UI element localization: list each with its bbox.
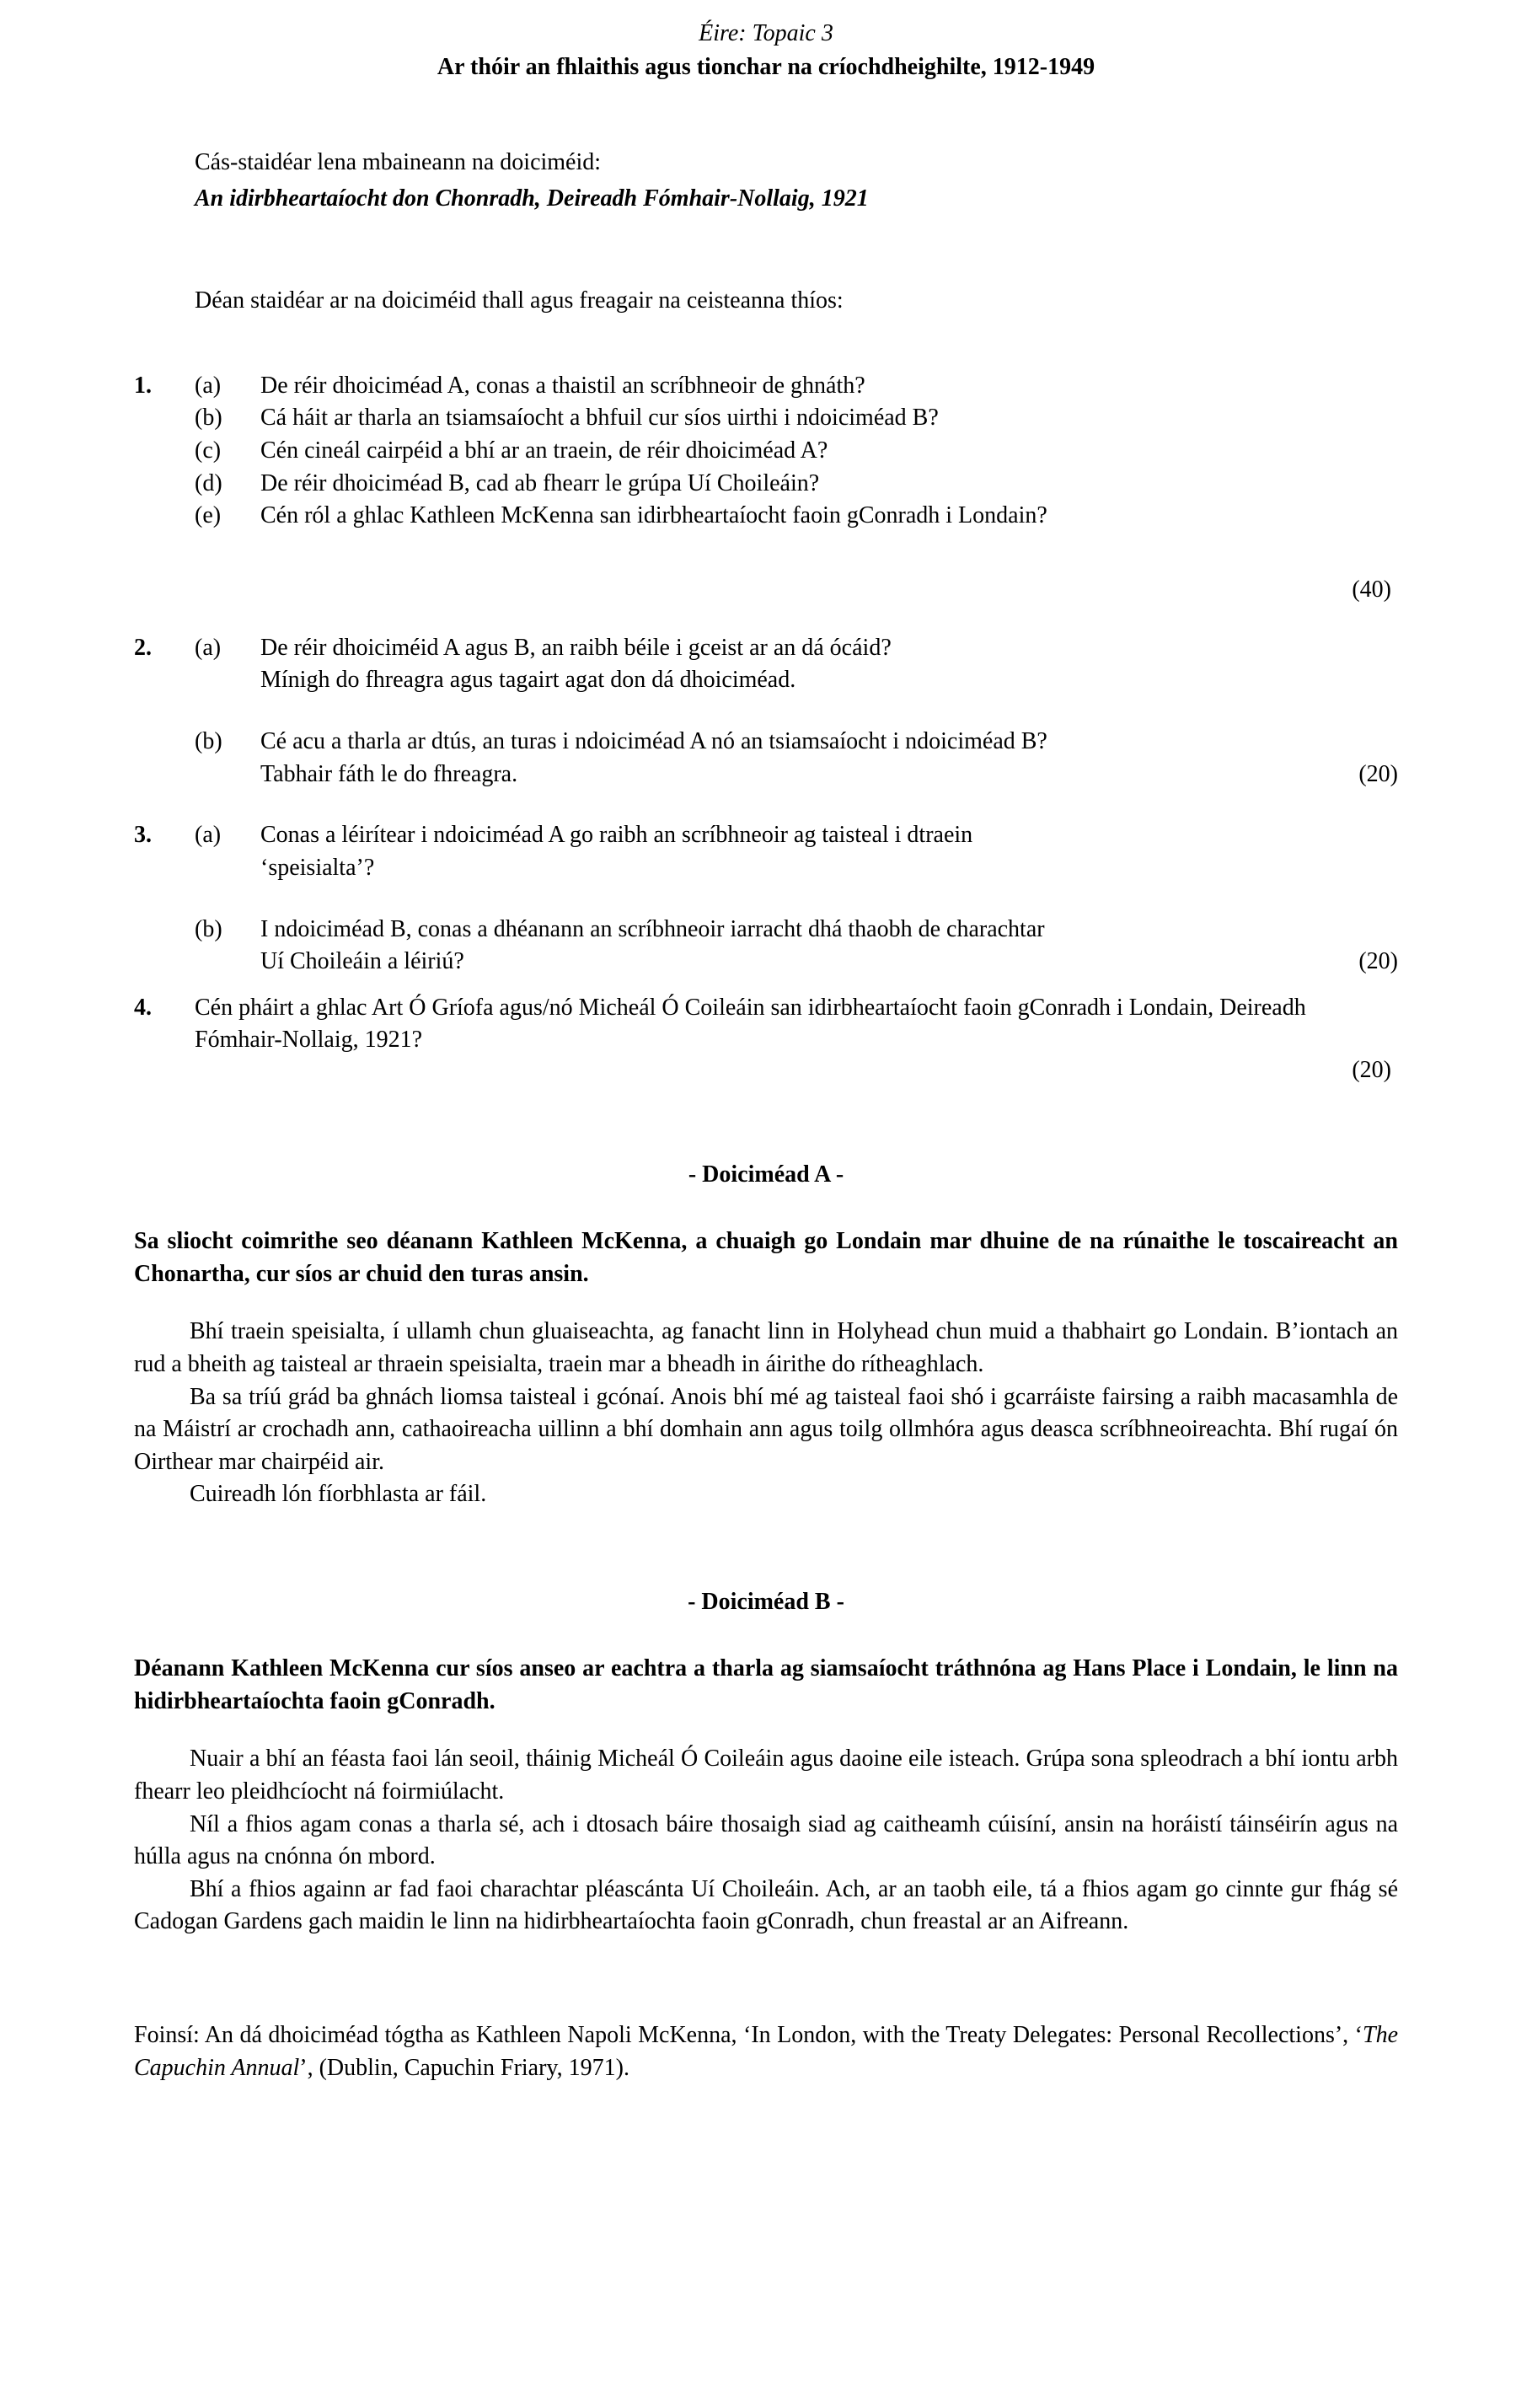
question-part-text: De réir dhoiciméad A, conas a thaistil an scríbhneoir de ghnáth? [260,372,865,399]
question-part-text [260,726,1398,791]
question-part-row [134,992,1398,1057]
page-header [134,19,1398,83]
questions-section [134,370,1398,1084]
question-2 [134,632,1398,791]
question-marks: (20) [1358,760,1398,787]
question-number: 2. [134,634,152,661]
question-marks: (20) [1358,948,1398,975]
question-part-row [134,402,1398,435]
question-part-row [134,726,1398,791]
question-part-row [134,370,1398,403]
document-paragraph: Bhí a fhios againn ar fad faoi charachtar pléascánta Uí Choileáin. Ach, ar an taobh eile, tá a fhios agam go cinnte gur fhág sé Cadogan Gardens gach maidin le linn na hidirbheartaíochta faoin gConradh, chun freastal ar an Aifreann. [134,1875,1398,1935]
document-a-body [134,1316,1398,1511]
question-part-letter: (b) [195,915,222,942]
source-prefix: Foinsí: An dá dhoiciméad tógtha as Kathleen Napoli McKenna, ‘In London, with the Treaty Delegates: Personal Recollections’, ‘ [134,2022,1363,2049]
question-part-line-2: Mínigh do fhreagra agus tagairt agat don dá dhoiciméad. [260,667,796,694]
spacer [134,979,1398,992]
document-paragraph: Bhí traein speisialta, í ullamh chun gluaiseachta, ag fanacht linn in Holyhead chun muid a thabhairt go Londain. B’iontach an rud a bheith ag taisteal ar thraein speisialta, traein mar a bheadh in áirithe do rítheaghlach. [134,1318,1398,1377]
question-part-row [134,632,1398,697]
question-part-letter: (a) [195,372,222,399]
question-part-line-2: ‘speisialta’? [260,854,375,881]
source-note [134,2019,1398,2084]
question-marks: (40) [1352,576,1391,603]
source-publication-title: The Capuchin Annual [134,2022,1398,2081]
question-part-line-1: Conas a léirítear i ndoiciméad A go raibh an scríbhneoir ag taisteal i dtraein [260,822,973,849]
spacer [134,885,1398,914]
document-b-intro: Déanann Kathleen McKenna cur síos anseo ar eachtra a tharla ag siamsaíocht tráthnóna ag Hans Place i Londain, le linn na hidirbheartaíochta faoin gConradh. [134,1655,1398,1714]
document-b-body [134,1743,1398,1939]
question-part-line-1: De réir dhoiciméid A agus B, an raibh béile i gceist ar an dá ócáid? [260,634,892,661]
question-1 [134,370,1398,603]
header-topic-title: Ar thóir an fhlaithis agus tionchar na críochdheighilte, 1912-1949 [437,53,1095,80]
question-part-letter: (d) [195,469,222,496]
case-study-label: Cás-staidéar lena mbaineann na doiciméid: [195,148,602,175]
instruction-line: Déan staidéar ar na doiciméid thall agus freagair na ceisteanna thíos: [195,287,844,314]
spacer [134,791,1398,819]
question-part-letter: (a) [195,634,222,661]
question-number: 1. [134,372,152,399]
question-part-text: Cén cineál cairpéid a bhí ar an traein, de réir dhoiciméad A? [260,437,828,464]
document-a-title: - Doiciméad A - [688,1161,844,1188]
question-part-row [134,500,1398,533]
document-b [134,1589,1398,1939]
document-paragraph: Cuireadh lón fíorbhlasta ar fáil. [190,1481,487,1508]
question-part-text [260,819,1398,884]
document-a-intro: Sa sliocht coimrithe seo déanann Kathleen McKenna, a chuaigh go Londain mar dhuine de na rúnaithe le toscaireacht an Chonartha, cur síos ar chuid den turas ansin. [134,1228,1398,1287]
question-4 [134,992,1398,1084]
question-part-letter: (a) [195,822,222,849]
question-part-letter: (b) [195,728,222,755]
page-content [134,19,1398,2084]
question-part-line-2-text: Uí Choileáin a léiriú? [260,948,464,975]
question-part-text: Cá háit ar tharla an tsiamsaíocht a bhfuil cur síos uirthi i ndoiciméad B? [260,405,939,432]
document-paragraph: Níl a fhios agam conas a tharla sé, ach i dtosach báire thosaigh siad ag caitheamh cúisíní, ansin na horáistí táinséirín agus na húlla agus na cnónna ón mbord. [134,1810,1398,1870]
document-a [134,1161,1398,1511]
question-part-row [134,468,1398,501]
source-suffix: ’, (Dublin, Capuchin Friary, 1971). [299,2054,629,2081]
question-part-line-2 [260,759,1398,791]
header-subject-line: Éire: Topaic 3 [699,20,833,46]
question-part-letter: (b) [195,405,222,432]
spacer [134,533,1398,577]
question-part-letter: (c) [195,437,222,464]
question-marks: (20) [1352,1057,1391,1084]
question-part-row [134,819,1398,884]
question-part-text: Cén ról a ghlac Kathleen McKenna san idirbheartaíocht faoin gConradh i Londain? [260,502,1047,529]
question-text: Cén pháirt a ghlac Art Ó Gríofa agus/nó Micheál Ó Coileáin san idirbheartaíocht faoin gConradh i Londain, Deireadh Fómhair-Nollaig, 1921? [195,994,1306,1054]
question-part-row [134,914,1398,979]
question-part-text [260,632,1398,697]
document-paragraph: Nuair a bhí an féasta faoi lán seoil, tháinig Micheál Ó Coileáin agus daoine eile isteach. Grúpa sona spleodrach a bhí iontu arbh fhearr leo pleidhcíocht ná foirmiúlacht. [134,1746,1398,1805]
question-part-line-1: Cé acu a tharla ar dtús, an turas i ndoiciméad A nó an tsiamsaíocht i ndoiciméad B? [260,728,1047,755]
document-b-title: - Doiciméad B - [688,1589,844,1616]
question-part-line-1: I ndoiciméad B, conas a dhéanann an scríbhneoir iarracht dhá thaobh de charachtar [260,915,1045,942]
case-study-intro [134,147,1398,215]
question-part-row [134,435,1398,468]
case-study-title: An idirbheartaíocht don Chonradh, Deireadh Fómhair-Nollaig, 1921 [195,185,869,212]
spacer [134,603,1398,632]
question-number: 3. [134,822,152,849]
question-part-line-2 [260,946,1398,979]
question-3 [134,819,1398,979]
document-paragraph: Ba sa tríú grád ba ghnách liomsa taisteal i gcónaí. Anois bhí mé ag taisteal faoi shó i gcarráiste fairsing a raibh macasamhla de na Máistrí ar crochadh ann, cathaoireacha uillinn a bhí domhain ann agus toilg ollmhóra agus deasca scríbhneoireachta. Bhí rugaí ón Oirthear mar chairpéid air. [134,1383,1398,1475]
question-part-text: De réir dhoiciméad B, cad ab fhearr le grúpa Uí Choileáin? [260,469,820,496]
question-part-letter: (e) [195,502,222,529]
spacer [134,697,1398,726]
question-part-line-2-text: Tabhair fáth le do fhreagra. [260,760,518,787]
question-number: 4. [134,994,152,1021]
question-part-text [260,914,1398,979]
